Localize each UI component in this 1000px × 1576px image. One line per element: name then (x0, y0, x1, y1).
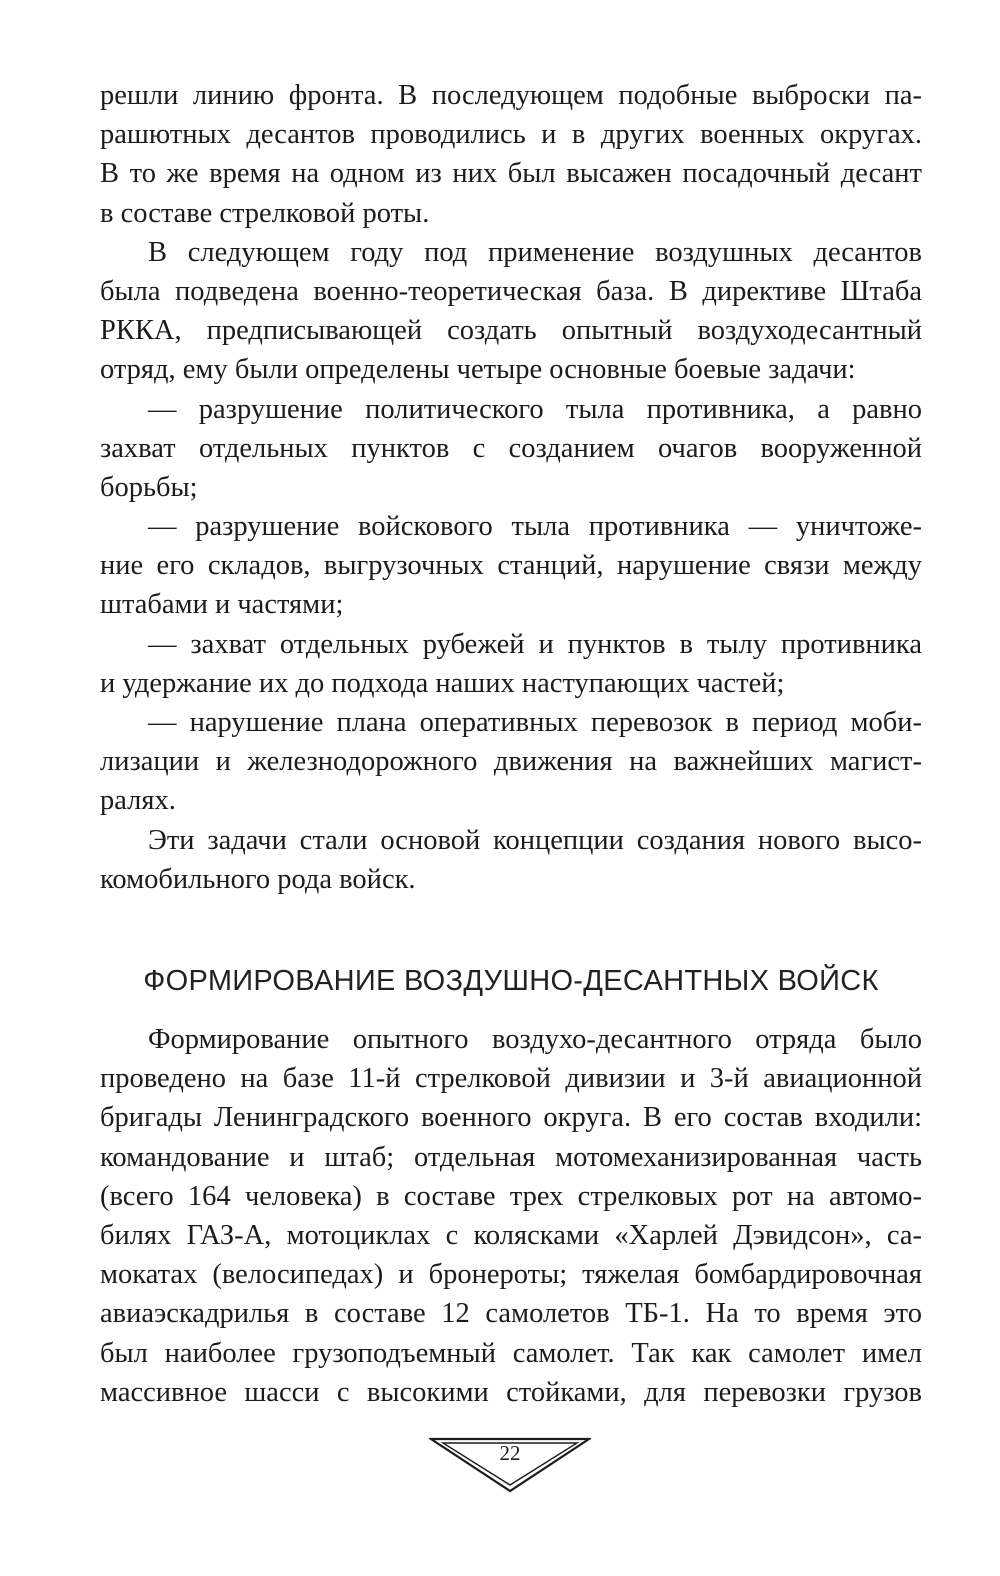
text-line: и удержание их до подхода наших наступающих частей; (100, 667, 785, 699)
text-line: билях ГАЗ-А, мотоциклах с колясками «Харлей Дэвидсон», са- (100, 1219, 922, 1251)
text-line: был наиболее грузоподъемный самолет. Так как самолет имел (100, 1337, 922, 1369)
paragraph-task-1 (100, 390, 922, 508)
text-line: — разрушение политического тыла противника, а равно (148, 393, 922, 425)
paragraph-task-2 (100, 507, 922, 625)
text-line: решли линию фронта. В последующем подобные выброски па- (100, 80, 922, 111)
text-line: мокатах (велосипедах) и бронероты; тяжелая бомбардировочная (100, 1259, 922, 1291)
page-folio (429, 1437, 591, 1493)
text-line: отряд, ему были определены четыре основные боевые задачи: (100, 354, 856, 386)
text-line: Эти задачи стали основой концепции создания нового высо- (148, 824, 922, 856)
text-line: штабами и частями; (100, 589, 344, 621)
text-line: бригады Ленинградского военного округа. В его состав входили: (100, 1102, 922, 1134)
paragraph-formation (100, 1020, 922, 1412)
text-line: комобильного рода войск. (100, 863, 416, 895)
text-line: В то же время на одном из них был высажен посадочный десант (100, 158, 922, 190)
text-line: командование и штаб; отдельная мотомеханизированная часть (100, 1141, 922, 1173)
text-line: массивное шасси с высокими стойками, для перевозки грузов (100, 1376, 922, 1408)
text-line: ралях. (100, 785, 176, 817)
text-line: Формирование опытного воздухо-десантного отряда было (148, 1024, 922, 1055)
paragraph-task-4 (100, 703, 922, 821)
text-line: РККА, предписывающей создать опытный воздуходесантный (100, 315, 922, 347)
text-line: в составе стрелковой роты. (100, 197, 430, 229)
paragraph-2 (100, 233, 922, 390)
paragraph-task-3 (100, 625, 922, 703)
section-heading: ФОРМИРОВАНИЕ ВОЗДУШНО-ДЕСАНТНЫХ ВОЙСК (143, 965, 879, 997)
paragraph-1 (100, 76, 922, 233)
body-text-section-1 (100, 76, 922, 899)
page-number: 22 (499, 1441, 521, 1465)
text-line: авиаэскадрилья в составе 12 самолетов ТБ-1. На то время это (100, 1298, 922, 1330)
text-line: проведено на базе 11-й стрелковой дивизии и 3-й авиационной (100, 1063, 922, 1095)
text-line: — разрушение войскового тыла противника — уничтоже- (148, 511, 922, 543)
body-text-section-2 (100, 1020, 922, 1412)
text-line: В следующем году под применение воздушных десантов (148, 236, 922, 268)
text-line: (всего 164 человека) в составе трех стрелковых рот на автомо- (100, 1180, 922, 1212)
text-line: рашютных десантов проводились и в других военных округах. (100, 119, 922, 151)
text-line: лизации и железнодорожного движения на важнейших магист- (100, 746, 922, 778)
paragraph-conclusion (100, 821, 922, 899)
text-line: — нарушение плана оперативных перевозок в период моби- (148, 707, 922, 738)
text-line: — захват отдельных рубежей и пунктов в тылу противника (148, 628, 922, 660)
text-line: была подведена военно-теоретическая база. В директиве Штаба (100, 275, 922, 307)
text-line: борьбы; (100, 471, 198, 503)
text-line: захват отдельных пунктов с созданием очагов вооруженной (100, 432, 922, 464)
text-line: ние его складов, выгрузочных станций, нарушение связи между (100, 550, 922, 582)
